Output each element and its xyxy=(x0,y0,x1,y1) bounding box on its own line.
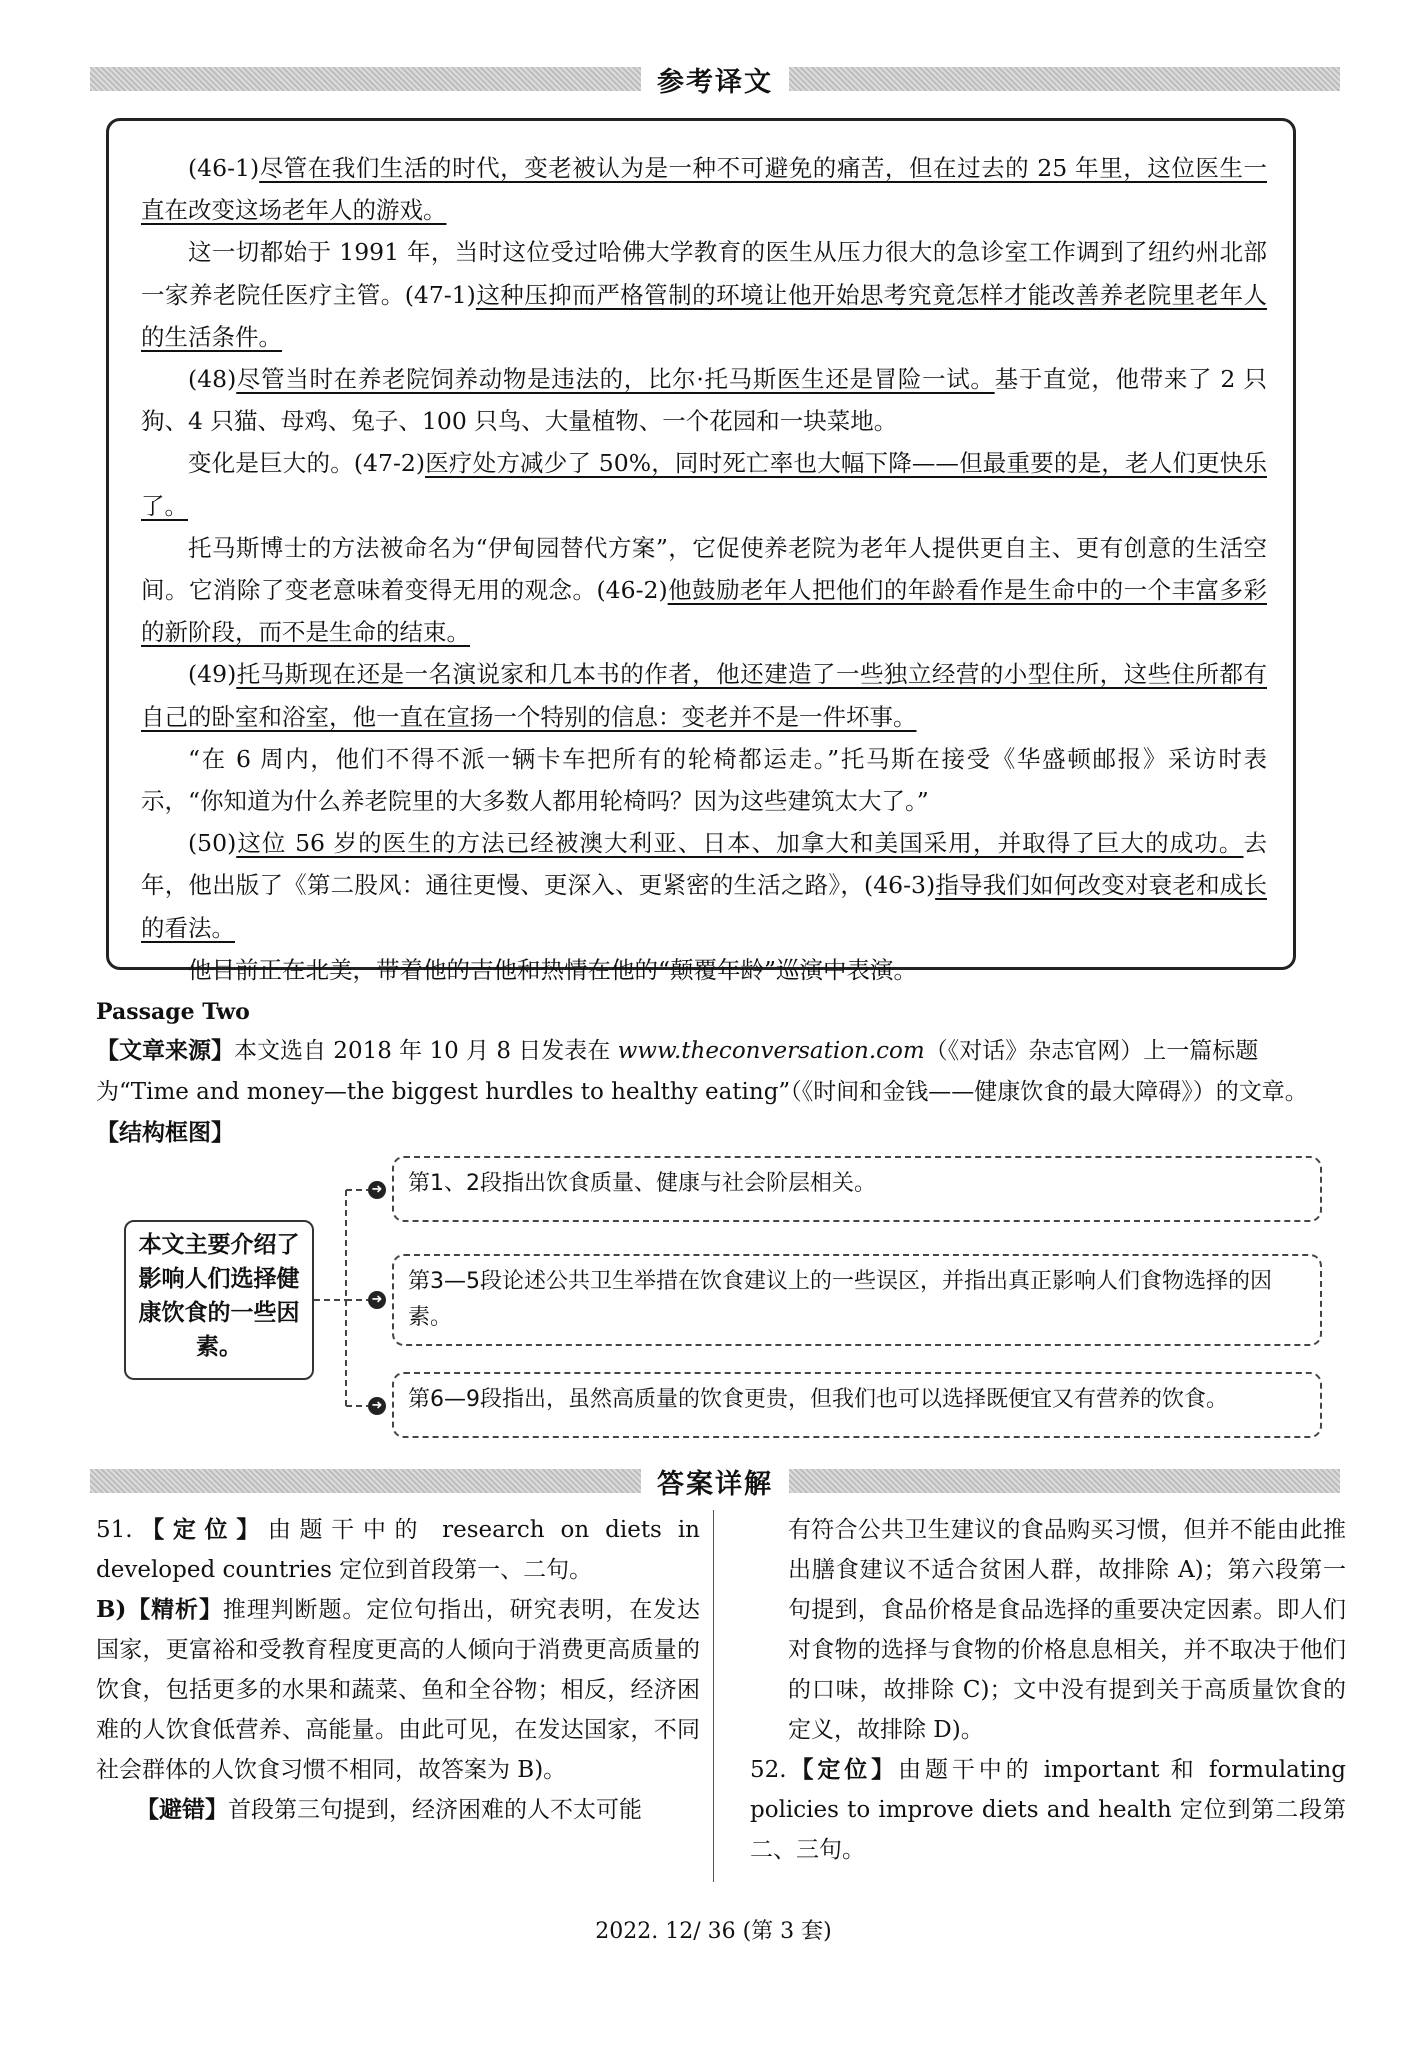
paragraph-text: (49) xyxy=(188,660,237,689)
translation-paragraph xyxy=(141,358,1267,442)
passage-title: Passage Two xyxy=(96,999,250,1025)
answers-left-column xyxy=(96,1510,700,1830)
q52-number: 52. xyxy=(750,1757,787,1783)
q51-analysis-label: 【精析】 xyxy=(126,1596,223,1623)
q51-analysis-text: 推理判断题。定位句指出，研究表明，在发达国家，更富裕和受教育程度更高的人倾向于消费更高质量的饮食，包括更多的水果和蔬菜、鱼和全谷物；相反，经济困难的人饮食低营养、高能量。由此可见，在发达国家，不同社会群体的人饮食习惯不相同，故答案为 B)。 xyxy=(96,1597,701,1783)
paragraph-text: (48) xyxy=(188,365,237,394)
article-source xyxy=(96,1030,1346,1113)
translation-paragraph xyxy=(141,949,1267,991)
paragraph-text: 托马斯博士的方法被命名为“伊甸园替代方案”，它促使养老院为老年人提供更自主、更有创意的生活空间。它消除了变老意味着变得无用的观念。(46-2) xyxy=(141,533,1267,605)
underlined-text: 医疗处方减少了 50%，同时死亡率也大幅下降——但最重要的是，老人们更快乐了。 xyxy=(141,449,1267,520)
q51-error-label: 【避错】 xyxy=(136,1796,228,1823)
paragraph-text: 他目前正在北美，带着他的吉他和热情在他的“颠覆年龄”巡演中表演。 xyxy=(188,955,918,984)
arrow-icon: ➜ xyxy=(368,1181,386,1199)
page-footer: 2022. 12/ 36 (第 3 套) xyxy=(595,1919,832,1944)
paragraph-text: (50) xyxy=(188,829,237,858)
structure-diagram xyxy=(96,1150,1346,1450)
underlined-text: 托马斯现在还是一名演说家和几本书的作者，他还建造了一些独立经营的小型住所，这些住所都有自己的卧室和浴室，他一直在宣扬一个特别的信息：变老并不是一件坏事。 xyxy=(141,660,1267,731)
q51-error xyxy=(96,1790,700,1830)
banner-bar-right xyxy=(789,67,1340,91)
paragraph-text: 基于直觉，他带来了 2 只狗、4 只猫、母鸡、兔子、100 只鸟、大量植物、一个花园和一块菜地。 xyxy=(141,365,1267,436)
source-label: 【文章来源】 xyxy=(96,1037,234,1064)
arrow-icon: ➜ xyxy=(368,1397,386,1415)
structure-label: 【结构框图】 xyxy=(96,1119,234,1146)
source-text-b: （《对话》杂志官网）上一篇标题为“Time and money—the biggest hurdles to healthy eating”（《时间和金钱——健康饮食的最大障碍》）的文章。 xyxy=(96,1038,1308,1105)
banner-bar-left xyxy=(90,67,641,91)
underlined-text: 这种压抑而严格管制的环境让他开始思考究竟怎样才能改善养老院里老年人的生活条件。 xyxy=(141,280,1268,351)
paragraph-text: (46-1) xyxy=(188,154,260,182)
answers-right-column xyxy=(750,1510,1346,1870)
q52-position xyxy=(750,1750,1346,1870)
translation-paragraph xyxy=(141,442,1267,526)
translation-paragraph xyxy=(141,527,1267,654)
underlined-text: 尽管当时在养老院饲养动物是违法的，比尔·托马斯医生还是冒险一试。 xyxy=(236,365,995,394)
translation-paragraph xyxy=(141,738,1267,822)
q52-position-label: 【定位】 xyxy=(786,1756,899,1783)
translation-paragraph xyxy=(141,653,1267,737)
translation-paragraph xyxy=(141,147,1267,231)
q51-position xyxy=(96,1510,700,1590)
answers-banner xyxy=(90,1464,1340,1498)
diagram-main-box: 本文主要介绍了影响人们选择健康饮食的一些因素。 xyxy=(124,1220,314,1380)
translation-box xyxy=(106,118,1296,984)
q51-position-label: 【定位】 xyxy=(132,1516,268,1543)
q51-number: 51. xyxy=(96,1517,133,1543)
q51-analysis xyxy=(96,1590,700,1790)
underlined-text: 他鼓励老年人把他们的年龄看作是生命中的一个丰富多彩的新阶段，而不是生命的结束。 xyxy=(141,576,1267,647)
answers-banner-title: 答案详解 xyxy=(641,1462,789,1501)
diagram-branch-1: 第1、2段指出饮食质量、健康与社会阶层相关。 xyxy=(392,1156,1322,1222)
paragraph-text: “在 6 周内，他们不得不派一辆卡车把所有的轮椅都运走。”托马斯在接受《华盛顿邮报》采访时表示，“你知道为什么养老院里的大多数人都用轮椅吗？因为这些建筑太大了。” xyxy=(141,744,1267,816)
translation-banner-title: 参考译文 xyxy=(641,60,789,99)
translation-paragraph xyxy=(141,231,1267,358)
column-divider xyxy=(713,1510,714,1882)
underlined-text: 指导我们如何改变对衰老和成长的看法。 xyxy=(141,871,1267,942)
source-text-a: 本文选自 2018 年 10 月 8 日发表在 xyxy=(234,1038,618,1064)
arrow-icon: ➜ xyxy=(368,1291,386,1309)
q51-answer: B) xyxy=(96,1596,127,1623)
paragraph-text: 这一切都始于 1991 年，当时这位受过哈佛大学教育的医生从压力很大的急诊室工作调到了纽约州北部一家养老院任医疗主管。(47-1) xyxy=(141,238,1267,309)
translation-banner xyxy=(90,62,1340,96)
underlined-text: 这位 56 岁的医生的方法已经被澳大利亚、日本、加拿大和美国采用，并取得了巨大的成功。 xyxy=(236,829,1244,858)
banner-bar-left xyxy=(90,1469,641,1493)
underlined-text: 尽管在我们生活的时代，变老被认为是一种不可避免的痛苦，但在过去的 25 年里，这位医生一直在改变这场老年人的游戏。 xyxy=(141,154,1267,225)
q52-position-text: 由题干中的 important 和 formulating policies to improve diets and health 定位到第二段第二、三句。 xyxy=(750,1757,1347,1863)
paragraph-text: 变化是巨大的。(47-2) xyxy=(188,449,426,478)
q51-position-text: 由题干中的 research on diets in developed countries 定位到首段第一、二句。 xyxy=(96,1517,700,1583)
banner-bar-right xyxy=(789,1469,1340,1493)
paragraph-text: 去年，他出版了《第二股风：通往更慢、更深入、更紧密的生活之路》，(46-3) xyxy=(141,829,1267,900)
diagram-branch-3: 第6—9段指出，虽然高质量的饮食更贵，但我们也可以选择既便宜又有营养的饮食。 xyxy=(392,1372,1322,1438)
source-site: www.theconversation.com xyxy=(617,1038,925,1064)
q51-error-text: 首段第三句提到，经济困难的人不太可能 xyxy=(228,1797,642,1823)
translation-paragraph xyxy=(141,822,1267,949)
diagram-branch-2: 第3—5段论述公共卫生举措在饮食建议上的一些误区，并指出真正影响人们食物选择的因素。 xyxy=(392,1254,1322,1346)
q51-error-continued: 有符合公共卫生建议的食品购买习惯，但并不能由此推出膳食建议不适合贫困人群，故排除 A)；第六段第一句提到，食品价格是食品选择的重要决定因素。即人们对食物的选择与食物的价格息息相关，并不取决于他们的口味，故排除 C)；文中没有提到关于高质量饮食的定义，故排除 D)。 xyxy=(788,1517,1346,1743)
